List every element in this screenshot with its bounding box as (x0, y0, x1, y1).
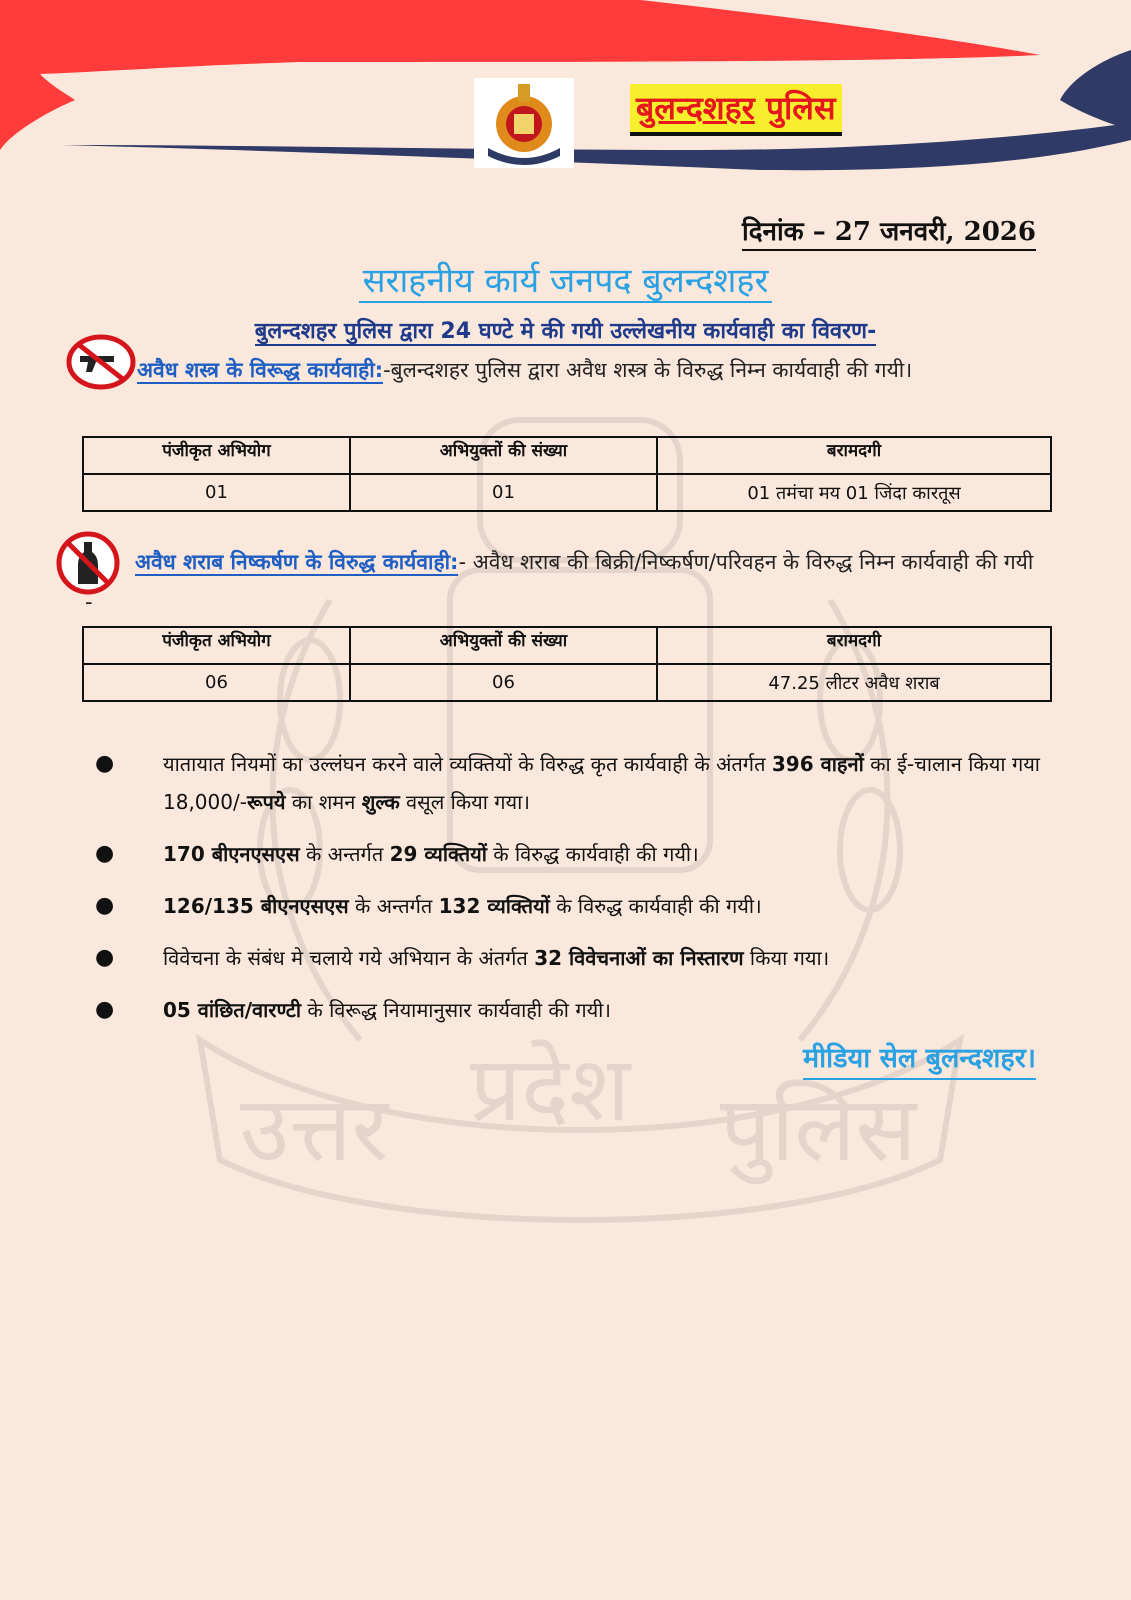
watermark-line3: पुलिस (720, 1077, 917, 1182)
list-item-text: का शमन (285, 790, 362, 814)
liquor-table (82, 626, 1052, 702)
list-item-text: के अन्तर्गत (299, 842, 390, 866)
bullet-dot-icon: ● (95, 841, 115, 866)
section-arms-heading (85, 350, 1040, 390)
action-summary-list (95, 745, 1040, 1043)
bullet-dot-icon: ● (95, 945, 115, 970)
table-header-cell: पंजीकृत अभियोग (83, 627, 350, 664)
list-item (95, 745, 1040, 821)
list-item-text: 132 व्यक्तियों (438, 894, 550, 918)
section-liquor-heading (85, 542, 1040, 622)
list-item-text: के विरुद्ध कार्यवाही की गयी। (549, 894, 762, 918)
police-emblem-icon (474, 78, 574, 168)
list-item-text: का ई-चालान किया गया 18,000/- (163, 752, 1040, 814)
list-item-text: विवेचना के संबंध मे चलाये गये अभियान के अंतर्गत (163, 946, 535, 970)
media-cell-signature: मीडिया सेल बुलन्दशहर। (803, 1040, 1036, 1080)
brand-banner (630, 84, 842, 136)
list-item-text: 32 विवेचनाओं का निस्तारण (534, 946, 744, 970)
bullet-dot-icon: ● (95, 893, 115, 918)
table-cell: 06 (83, 664, 350, 701)
table-row (83, 474, 1051, 511)
list-item-text: 126/135 बीएनएसएस (163, 894, 349, 918)
section-arms-label: अवैध शस्त्र के विरूद्ध कार्यवाही: (137, 358, 384, 382)
table-cell: 01 (83, 474, 350, 511)
list-item-text: किया गया। (743, 946, 830, 970)
list-item-text: के विरूद्ध नियामानुसार कार्यवाही की गयी। (301, 998, 611, 1022)
table-cell: 06 (350, 664, 657, 701)
release-date: दिनांक – 27 जनवरी, 2026 (742, 215, 1036, 251)
table-header-row (83, 437, 1051, 474)
table-header-cell: पंजीकृत अभियोग (83, 437, 350, 474)
table-cell: 01 तमंचा मय 01 जिंदा कारतूस (657, 474, 1051, 511)
list-item (95, 991, 1040, 1029)
watermark-line1: उत्तर (240, 1077, 389, 1182)
table-header-row (83, 627, 1051, 664)
list-item-text: रूपये (246, 790, 286, 814)
list-item (95, 835, 1040, 873)
table-header-cell: बरामदगी (657, 627, 1051, 664)
list-item-text: के विरुद्ध कार्यवाही की गयी। (486, 842, 699, 866)
arms-table (82, 436, 1052, 512)
section-arms-text: -बुलन्दशहर पुलिस द्वारा अवैध शस्त्र के विरुद्ध निम्न कार्यवाही की गयी। (383, 358, 913, 382)
brand-police: पुलिस (765, 89, 836, 127)
table-cell: 47.25 लीटर अवैध शराब (657, 664, 1051, 701)
section-liquor-label: अवैध शराब निष्कर्षण के विरुद्ध कार्यवाही: (135, 550, 459, 574)
table-header-cell: बरामदगी (657, 437, 1051, 474)
list-item (95, 887, 1040, 925)
list-item-text: 170 बीएनएसएस (163, 842, 300, 866)
bullet-dot-icon: ● (95, 751, 115, 776)
table-cell: 01 (350, 474, 657, 511)
list-item-text: 29 व्यक्तियों (389, 842, 487, 866)
list-item-text: 396 वाहनों (771, 752, 864, 776)
list-item (95, 939, 1040, 977)
bullet-dot-icon: ● (95, 997, 115, 1022)
list-item-text: यातायात नियमों का उल्लंघन करने वाले व्यक्तियों के विरुद्ध कृत कार्यवाही के अंतर्गत (163, 752, 772, 776)
table-header-cell: अभियुक्तों की संख्या (350, 627, 657, 664)
list-item-text: वसूल किया गया। (399, 790, 530, 814)
table-row (83, 664, 1051, 701)
subtitle-wrap (0, 316, 1131, 348)
list-item-text: 05 वांछित/वारण्टी (163, 998, 302, 1022)
list-item-text: के अन्तर्गत (348, 894, 439, 918)
watermark-line2: प्रदेश (470, 1037, 631, 1142)
subtitle: बुलन्दशहर पुलिस द्वारा 24 घण्टे मे की गयी उल्लेखनीय कार्यवाही का विवरण- (254, 319, 877, 344)
main-title-wrap (0, 258, 1131, 304)
brand-city: बुलन्दशहर (636, 89, 755, 127)
table-header-cell: अभियुक्तों की संख्या (350, 437, 657, 474)
main-title: सराहनीय कार्य जनपद बुलन्दशहर (359, 261, 773, 303)
list-item-text: शुल्क (361, 790, 400, 814)
section-liquor-text: - अवैध शराब की बिक्री/निष्कर्षण/परिवहन के विरुद्ध निम्न कार्यवाही की गयी - (85, 550, 1034, 614)
